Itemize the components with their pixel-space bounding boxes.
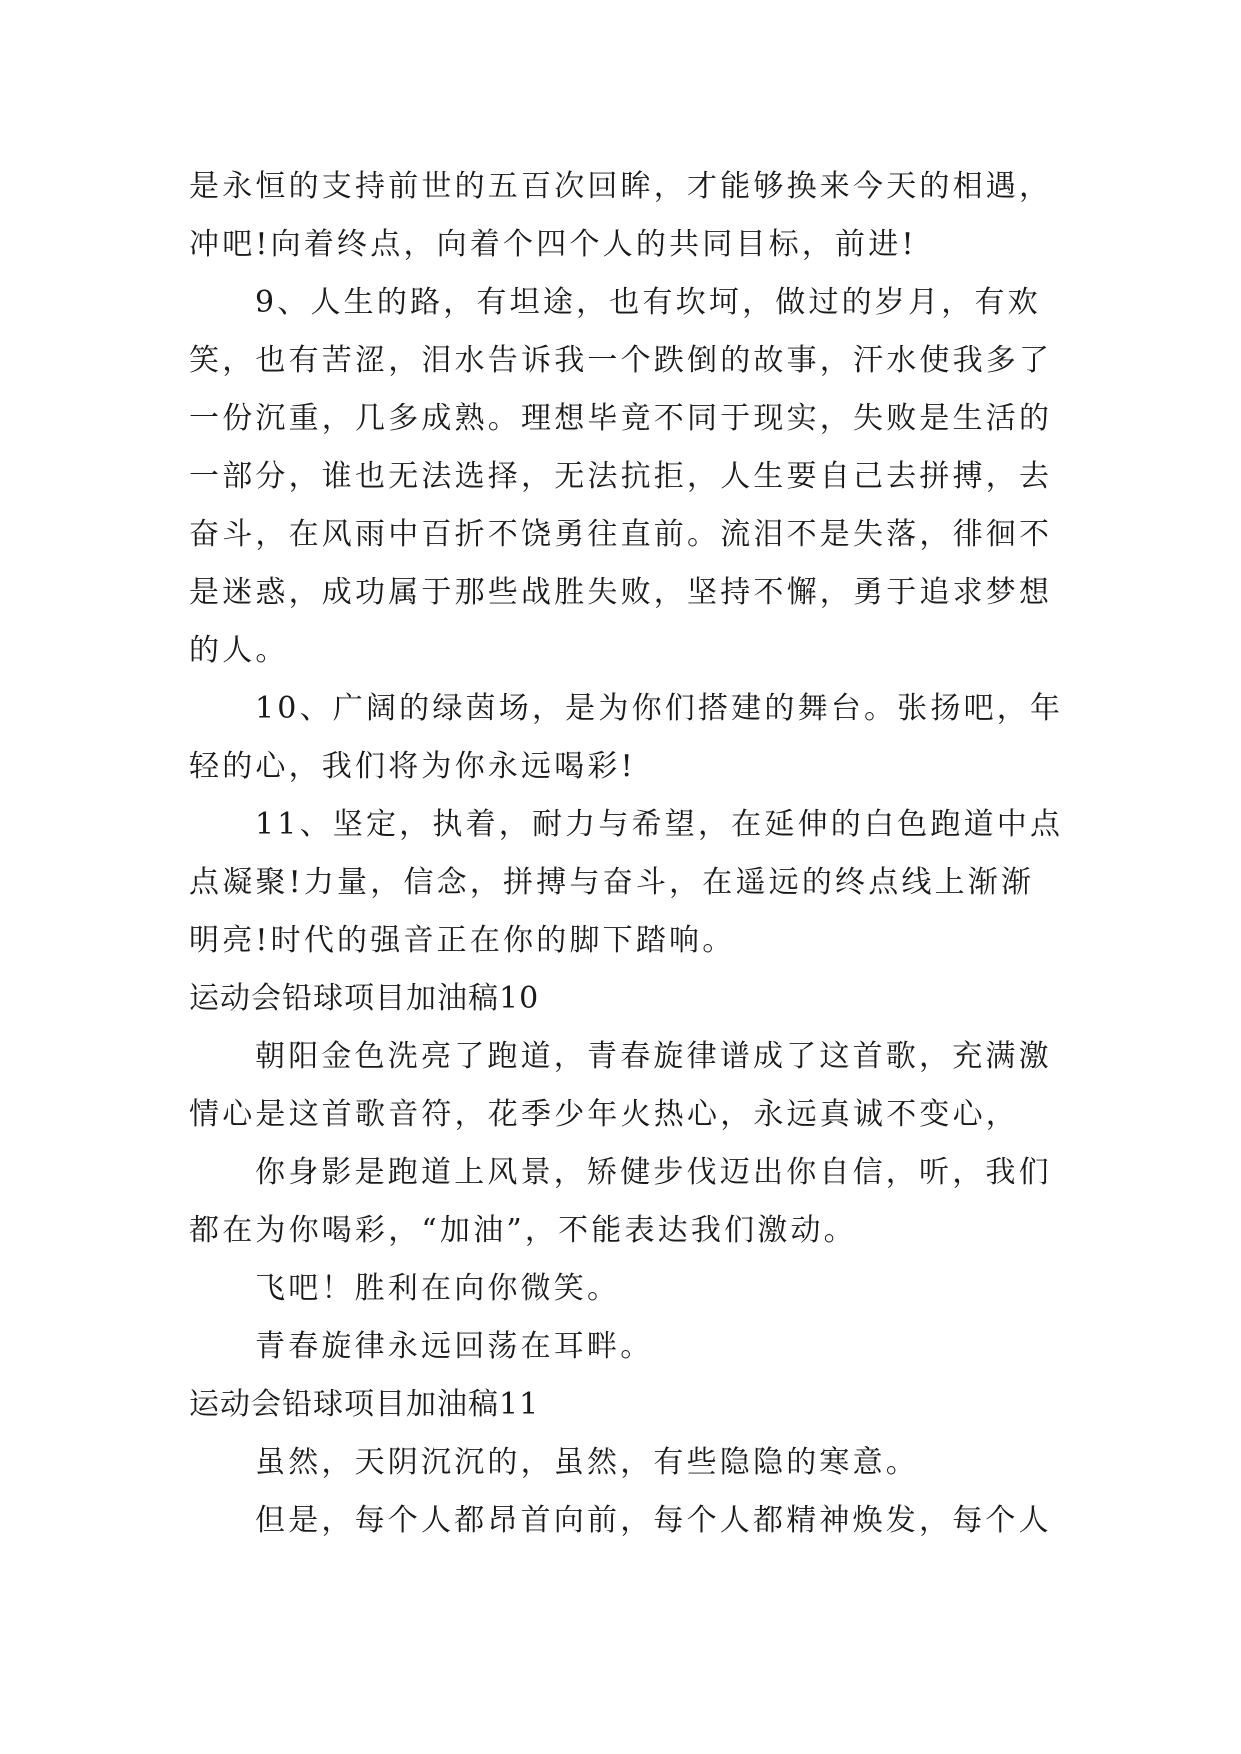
- text-line: 情心是这首歌音符，花季少年火热心，永远真诚不变心，: [189, 1097, 1019, 1132]
- text-line: 一份沉重，几多成熟。理想毕竟不同于现实，失败是生活的: [189, 401, 1053, 436]
- section-heading-10: 运动会铅球项目加油稿10: [189, 981, 540, 1016]
- section-heading-11: 运动会铅球项目加油稿11: [189, 1387, 540, 1422]
- text-line: 的人。: [189, 633, 289, 668]
- text-line: 但是，每个人都昂首向前，每个人都精神焕发，每个人: [255, 1503, 1052, 1538]
- text-line: 飞吧！胜利在向你微笑。: [255, 1271, 621, 1306]
- text-line: 一部分，谁也无法选择，无法抗拒，人生要自己去拼搏，去: [189, 459, 1053, 494]
- text-line: 点凝聚!力量，信念，拼搏与奋斗，在遥远的终点线上渐渐: [189, 865, 1035, 900]
- paragraph-10-start: 10、广阔的绿茵场，是为你们搭建的舞台。张扬吧，年: [255, 691, 1064, 726]
- text-line: 笑，也有苦涩，泪水告诉我一个跌倒的故事，汗水使我多了: [189, 343, 1053, 378]
- text-line: 奋斗，在风雨中百折不饶勇往直前。流泪不是失落，徘徊不: [189, 517, 1053, 552]
- text-line: 冲吧!向着终点，向着个四个人的共同目标，前进!: [189, 227, 917, 262]
- text-line: 朝阳金色洗亮了跑道，青春旋律谱成了这首歌，充满激: [255, 1039, 1052, 1074]
- text-line: 轻的心，我们将为你永远喝彩!: [189, 749, 636, 784]
- text-line: 是永恒的支持前世的五百次回眸，才能够换来今天的相遇，: [189, 169, 1053, 204]
- text-line: 虽然，天阴沉沉的，虽然，有些隐隐的寒意。: [255, 1445, 919, 1480]
- text-line: 都在为你喝彩，“加油”，不能表达我们激动。: [189, 1213, 857, 1248]
- text-line: 明亮!时代的强音正在你的脚下踏响。: [189, 923, 736, 958]
- paragraph-11-start: 11、坚定，执着，耐力与希望，在延伸的白色跑道中点: [255, 807, 1064, 842]
- paragraph-9-start: 9、人生的路，有坦途，也有坎坷，做过的岁月，有欢: [255, 285, 1041, 320]
- text-line: 青春旋律永远回荡在耳畔。: [255, 1329, 654, 1364]
- text-line: 是迷惑，成功属于那些战胜失败，坚持不懈，勇于追求梦想: [189, 575, 1053, 610]
- text-line: 你身影是跑道上风景，矫健步伐迈出你自信，听，我们: [255, 1155, 1052, 1190]
